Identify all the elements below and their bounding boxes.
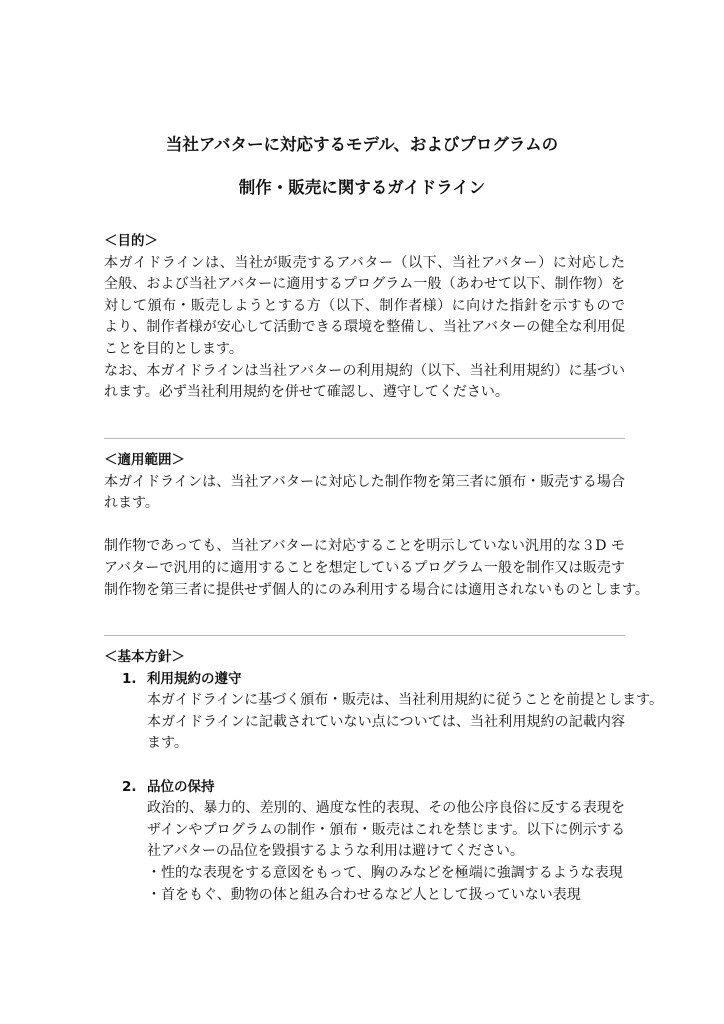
scope-line: 制作物であっても、当社アバターに対応することを明示していない汎用的な３D モ [104, 538, 625, 555]
policy-item-terms-compliance [104, 669, 664, 755]
scope-line: 本ガイドラインは、当社アバターに対応した制作物を第三者に頒布・販売する場合 [104, 473, 625, 490]
policy-item-line: ザインやプログラムの制作・頒布・販売はこれを禁じます。以下に例示する [147, 821, 625, 838]
policy-item-title: 品位の保持 [147, 778, 215, 795]
purpose-line: ことを目的とします。 [104, 340, 243, 357]
policy-item-line: 社アバターの品位を毀損するような利用は避けてください。 [147, 843, 524, 860]
purpose-heading: ＜目的＞ [104, 233, 158, 249]
policy-item-number: 2. [122, 778, 137, 795]
policy-section [104, 647, 664, 906]
purpose-line: 対して頒布・販売しようとする方（以下、制作者様）に向けた指針を示すもので [104, 297, 625, 314]
scope-line: れます。 [104, 495, 159, 512]
purpose-line: 本ガイドラインは、当社が販売するアバター（以下、当社アバター）に対応した [104, 254, 625, 271]
scope-line: アバターで汎用的に適用することを想定しているプログラム一般を制作又は販売す [104, 559, 625, 576]
purpose-line: なお、本ガイドラインは当社アバターの利用規約（以下、当社利用規約）に基づい [104, 362, 625, 379]
scope-heading: ＜適用範囲＞ [104, 452, 185, 468]
policy-bullet: ・首をもぐ、動物の体と組み合わせるなど人として扱っていない表現 [147, 886, 581, 903]
scope-section [104, 450, 649, 601]
document-title-line-1: 当社アバターに対応するモデル、およびプログラムの [165, 135, 559, 154]
policy-item-dignity [104, 777, 625, 907]
policy-bullet: ・性的な表現をする意図をもって、胸のみなどを極端に強調するような表現 [147, 864, 623, 881]
policy-item-number: 1. [122, 670, 137, 687]
policy-item-title: 利用規約の遵守 [147, 670, 242, 687]
policy-item-line: ます。 [147, 735, 188, 752]
purpose-section [104, 231, 625, 404]
policy-item-line: 本ガイドラインに基づく頒布・販売は、当社利用規約に従うことを前提とします。 [147, 692, 664, 709]
section-divider [104, 438, 625, 439]
purpose-line: れます。必ず当社利用規約を併せて確認し、遵守してください。 [104, 384, 509, 401]
document-title-line-2: 制作・販売に関するガイドライン [238, 178, 486, 197]
policy-heading: ＜基本方針＞ [104, 649, 185, 665]
purpose-line: 全般、および当社アバターに適用するプログラム一般（あわせて以下、制作物）を [104, 276, 625, 293]
scope-line: 制作物を第三者に提供せず個人的にのみ利用する場合には適用されないものとします。 [104, 581, 649, 598]
purpose-line: より、制作者様が安心して活動できる環境を整備し、当社アバターの健全な利用促 [104, 319, 625, 336]
policy-item-line: 政治的、暴力的、差別的、過度な性的表現、その他公序良俗に反する表現を [147, 800, 625, 817]
policy-item-line: 本ガイドラインに記載されていない点については、当社利用規約の記載内容 [147, 713, 625, 730]
section-divider [104, 635, 625, 636]
